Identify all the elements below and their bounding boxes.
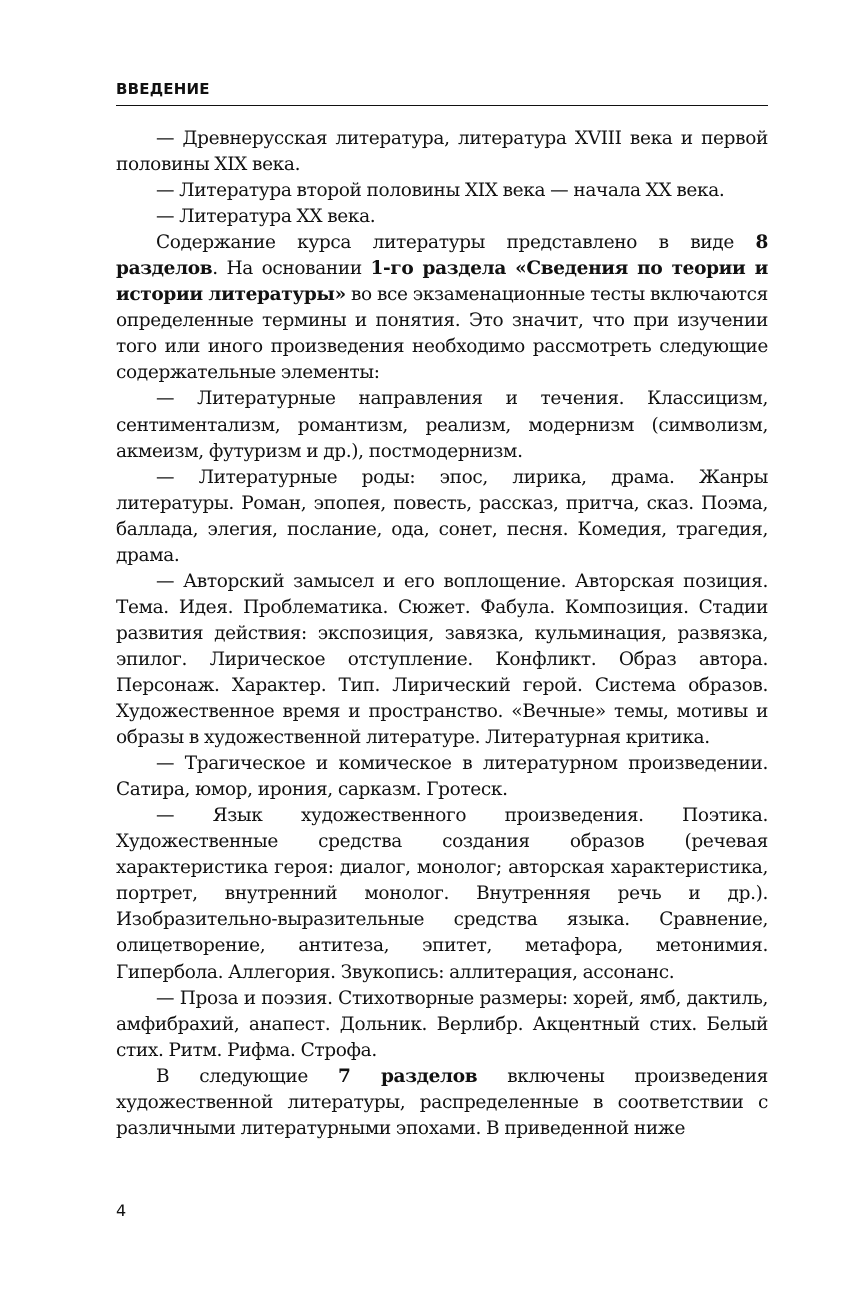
paragraph: — Трагическое и комическое в литературном произведении. Сатира, юмор, ирония, сарказм. Гротеск. bbox=[116, 753, 768, 801]
paragraph: — Авторский замысел и его воплощение. Авторская позиция. Тема. Идея. Проблематика. Сюжет. Фабула. Композиция. Стадии развития действия: экспозиция, завязка, кульминация, развязка, эпилог. Лирическое отступление. Конфликт. Образ автора. Персонаж. Характер. Тип. Лирический герой. Система образов. Художественное время и пространство. «Вечные» темы, мотивы и образы в художественной литературе. Литературная критика. bbox=[116, 570, 768, 749]
paragraph: — Литературные направления и течения. Классицизм, сентиментализм, романтизм, реализм, модернизм (символизм, акмеизм, футуризм и др.), постмодернизм. bbox=[116, 388, 768, 462]
text-run: В следующие bbox=[156, 1065, 338, 1087]
text-run: включены произведения художественной литературы, распределенные в соответствии с различными литературными эпохами. В приведенной ниже bbox=[116, 1065, 768, 1139]
running-header-title: ВВЕДЕНИЕ bbox=[116, 80, 210, 98]
bold-run: 1-го раздела «Сведения по теории и истории литературы» bbox=[116, 258, 768, 306]
bold-run: 7 разделов bbox=[337, 1065, 478, 1087]
header-rule bbox=[116, 105, 768, 106]
paragraph: — Древнерусская литература, литература XVIII века и первой половины XIX века. bbox=[116, 128, 768, 176]
text-run: . На основании bbox=[212, 258, 371, 280]
paragraph bbox=[116, 230, 768, 386]
paragraph: — Литература второй половины XIX века — начала XX века. bbox=[156, 180, 725, 202]
paragraph: — Язык художественного произведения. Поэтика. Художественные средства создания образов (речевая характеристика героя: диалог, монолог; авторская характеристика, портрет, внутренний монолог. Внутренняя речь и др.). Изобразительно-выразительные средства языка. Сравнение, олицетворение, антитеза, эпитет, метафора, метонимия. Гипербола. Аллегория. Звукопись: аллитерация, ассонанс. bbox=[116, 805, 768, 983]
paragraph: — Литература XX века. bbox=[156, 206, 376, 228]
text-run: Содержание курса литературы представлено в виде bbox=[156, 232, 756, 254]
bold-run: 8 разделов bbox=[116, 232, 768, 280]
paragraph: — Литературные роды: эпос, лирика, драма. Жанры литературы. Роман, эпопея, повесть, рассказ, притча, сказ. Поэма, баллада, элегия, послание, ода, сонет, песня. Комедия, трагедия, драма. bbox=[116, 466, 768, 566]
page-number: 4 bbox=[116, 1201, 127, 1220]
text-run: во все экзаменационные тесты включаются определенные термины и понятия. Это значит, что при изучении того или иного произведения необходимо рассмотреть следующие содержательные элементы: bbox=[116, 284, 768, 384]
paragraph: — Проза и поэзия. Стихотворные размеры: хорей, ямб, дактиль, амфибрахий, анапест. Дольник. Верлибр. Акцентный стих. Белый стих. Ритм. Рифма. Строфа. bbox=[116, 987, 768, 1061]
body-text bbox=[116, 126, 768, 1142]
paragraph bbox=[116, 1064, 768, 1142]
